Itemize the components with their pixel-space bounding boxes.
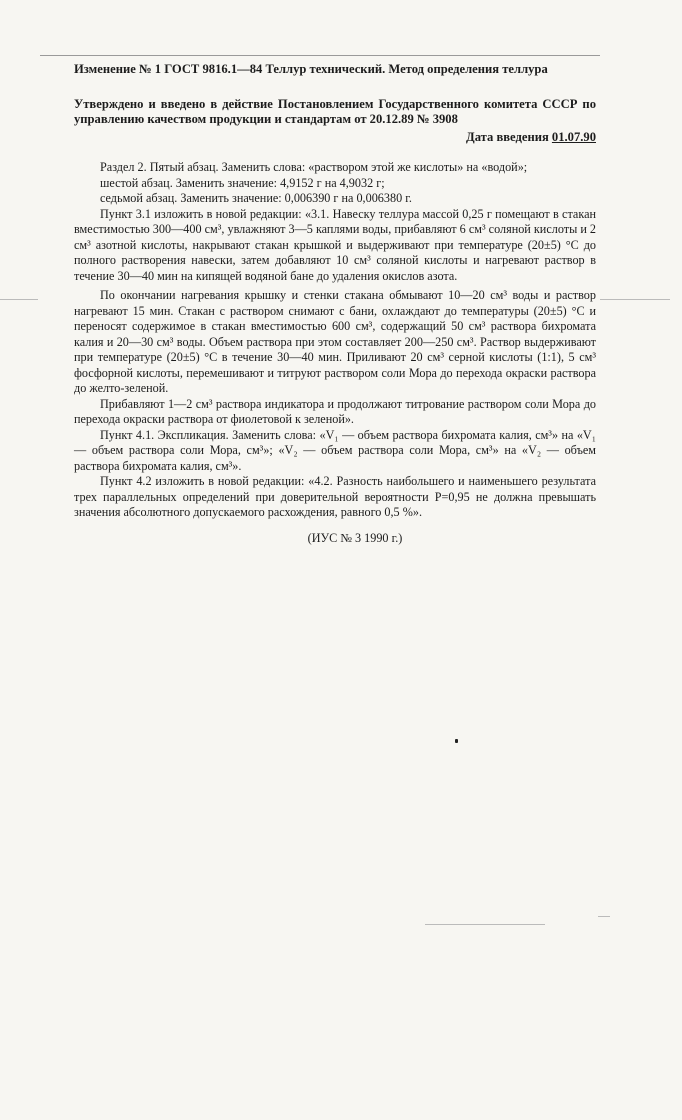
- ius-reference: (ИУС № 3 1990 г.): [307, 530, 403, 545]
- date-value: 01.07.90: [551, 130, 596, 144]
- paragraph-heating: По окончании нагревания крышку и стенки стакана обмывают 10—20 см³ воды и раствор нагревают 15 мин. Стакан с раствором снимают с бани, охлаждают до температуры (20±5) °С и переносят содержимое в стакан вместимостью 600 см³, содержащий 50 см³ раствора бихромата калия и 20—30 см³ воды. Объем раствора при этом составляет 200—250 см³. Раствор выдерживают при температуре (20±5) °С в течение 30—40 мин. Приливают 20 см³ серной кислоты (1:1), 5 см³ фосфорной кислоты, перемешивают и титруют раствором соли Мора до перехода окраски раствора до желто-зеленой.: [74, 288, 596, 395]
- paragraph-indicator: Прибавляют 1—2 см³ раствора индикатора и продолжают титрование раствором соли Мора до перехода окраски раствора от фиолетовой к зеленой».: [74, 396, 596, 426]
- paragraph-4-1: Пункт 4.1. Экспликация. Заменить слова: «V₁ — объем раствора бихромата калия, см³» на «V₁ — объем раствора соли Мора, см³»; «V₂ — объем раствора соли Мора, см³» на «V₂ — объем раствора бихромата калия, см³».: [74, 427, 596, 473]
- paragraph-section2: Раздел 2. Пятый абзац. Заменить слова: «раствором этой же кислоты» на «водой»;: [100, 160, 528, 174]
- top-rule: [40, 55, 600, 56]
- date-label: Дата введения: [466, 130, 549, 144]
- approval-statement: Утверждено и введено в действие Постановлением Государственного комитета СССР по управлению качеством продукции и стандартам от 20.12.89 № 3908: [74, 97, 596, 126]
- margin-rule-left: [0, 299, 38, 300]
- paragraph-sixth: шестой абзац. Заменить значение: 4,9152 г на 4,9032 г;: [100, 175, 385, 190]
- amendment-title: Изменение № 1 ГОСТ 9816.1—84 Теллур технический. Метод определения теллура: [74, 62, 548, 76]
- ink-dot: [455, 739, 458, 743]
- effective-date: [466, 130, 596, 145]
- margin-rule-right: [600, 299, 670, 300]
- paragraph-seventh: седьмой абзац. Заменить значение: 0,006390 г на 0,006380 г.: [100, 191, 412, 205]
- paragraph-4-2: Пункт 4.2 изложить в новой редакции: «4.2. Разность наибольшего и наименьшего результата трех параллельных определений при доверительной вероятности P=0,95 не должна превышать значения абсолютного допускаемого расхождения, равного 0,5 %».: [74, 474, 596, 519]
- paragraph-3-1: Пункт 3.1 изложить в новой редакции: «3.1. Навеску теллура массой 0,25 г помещают в стакан вместимостью 300—400 см³, увлажняют 3—5 каплями воды, прибавляют 6 см³ соляной кислоты и 2 см³ азотной кислоты, накрывают стакан крышкой и выдерживают при температуре (20±5) °С до полного растворения навески, затем добавляют 10 см³ соляной кислоты и нагревают раствор в течение 30—40 мин на кипящей водяной бане до удаления окислов азота.: [74, 206, 596, 283]
- amendment-body: [74, 160, 596, 546]
- lower-rule: [425, 924, 545, 925]
- lower-tick: [598, 916, 610, 917]
